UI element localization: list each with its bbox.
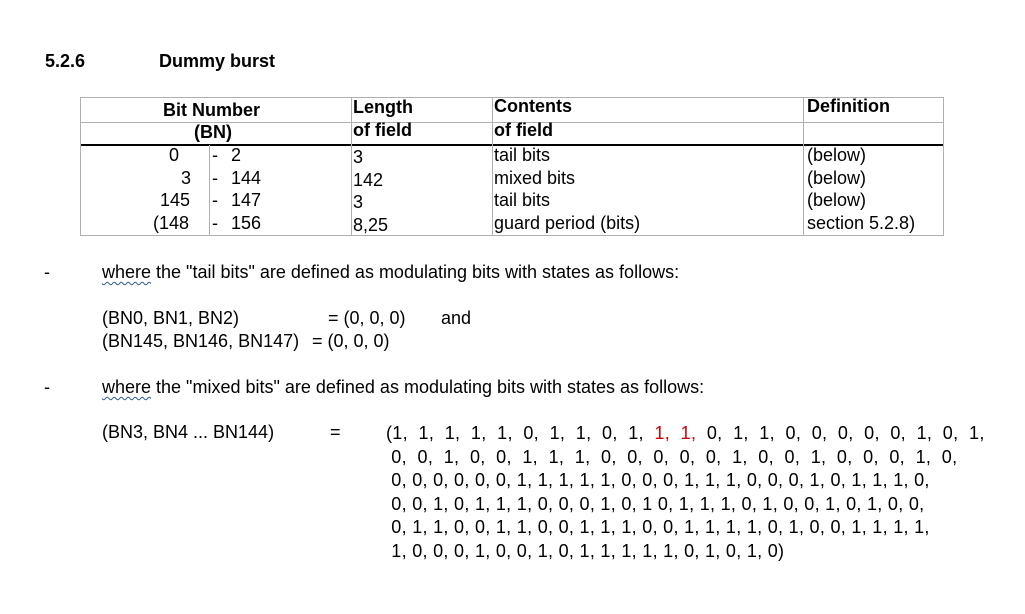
where-word: where bbox=[102, 262, 152, 282]
tail-eq1-right: = (0, 0, 0) bbox=[328, 308, 406, 328]
row-start: 0 bbox=[169, 145, 180, 165]
header-length: Length bbox=[353, 97, 413, 117]
header-bn: (BN) bbox=[194, 122, 232, 142]
row-contents: tail bits bbox=[494, 145, 551, 165]
row-start: 3 bbox=[181, 168, 192, 188]
row-definition: (below) bbox=[807, 145, 867, 165]
row-definition: (below) bbox=[807, 190, 867, 210]
row-start: 145 bbox=[160, 190, 191, 210]
section-number: 5.2.6 bbox=[45, 51, 86, 71]
row-dash: - bbox=[212, 145, 218, 165]
row-dash: - bbox=[212, 190, 218, 210]
bits-line: 0, 0, 1, 0, 1, 1, 1, 0, 0, 0, 1, 0, 1 0, 1, 1, 1, 0, 1, 0, 0, 1, 0, 1, 0, 0, bbox=[386, 493, 925, 514]
section-title: Dummy burst bbox=[159, 51, 276, 71]
row-dash: - bbox=[212, 168, 218, 188]
tail-and: and bbox=[441, 308, 472, 328]
tail-eq1-left: (BN0, BN1, BN2) bbox=[102, 308, 240, 328]
row-contents: guard period (bits) bbox=[494, 213, 641, 233]
mixed-bits-intro bbox=[102, 377, 704, 398]
mixed-bits-intro-text: the "mixed bits" are defined as modulating bits with states as follows: bbox=[151, 377, 705, 397]
tail-bits-intro bbox=[102, 262, 679, 283]
header-contents: Contents bbox=[494, 96, 572, 116]
mixed-label: (BN3, BN4 ... BN144) bbox=[102, 422, 275, 442]
header-bit-number: Bit Number bbox=[163, 100, 261, 120]
row-start: (148 bbox=[153, 213, 190, 233]
header-definition: Definition bbox=[807, 96, 890, 116]
mixed-equals: = bbox=[330, 422, 341, 442]
bits-highlight: 1, 1, bbox=[654, 423, 697, 443]
burst-table bbox=[80, 97, 944, 236]
row-length: 3 bbox=[353, 147, 364, 167]
row-length: 8,25 bbox=[353, 215, 389, 235]
table-divider bbox=[803, 98, 804, 235]
table-divider bbox=[351, 98, 352, 235]
row-end: 147 bbox=[231, 190, 262, 210]
bits-line: 0, 0, 1, 0, 0, 1, 1, 1, 0, 0, 0, 0, 0, 1, 0, 0, 1, 0, 0, 0, 1, 0, bbox=[386, 446, 958, 467]
tail-eq2-left: (BN145, BN146, BN147) bbox=[102, 331, 300, 351]
mixed-bits-sequence bbox=[386, 422, 985, 564]
row-end: 144 bbox=[231, 168, 262, 188]
row-end: 156 bbox=[231, 213, 262, 233]
table-divider bbox=[492, 98, 493, 235]
row-contents: mixed bits bbox=[494, 168, 576, 188]
row-definition: section 5.2.8) bbox=[807, 213, 916, 233]
table-divider bbox=[209, 145, 210, 235]
row-length: 142 bbox=[353, 170, 384, 190]
bits-line: 0, 1, 1, 0, 0, 1, 1, 0, 0, 1, 1, 1, 0, 0, 1, 1, 1, 1, 0, 1, 0, 0, 1, 1, 1, 1, bbox=[386, 517, 930, 538]
tail-bits-intro-text: the "tail bits" are defined as modulating bits with states as follows: bbox=[151, 262, 680, 282]
bits-segment: 0, 1, 1, 0, 0, 0, 0, 0, 1, 0, 1, bbox=[696, 423, 985, 443]
row-definition: (below) bbox=[807, 168, 867, 188]
bits-line: 1, 0, 0, 0, 1, 0, 0, 1, 0, 1, 1, 1, 1, 1, 0, 1, 0, 1, 0) bbox=[386, 540, 785, 561]
row-contents: tail bits bbox=[494, 190, 551, 210]
row-end: 2 bbox=[231, 145, 242, 165]
row-dash: - bbox=[212, 213, 218, 233]
header-contents-2: of field bbox=[494, 120, 553, 140]
bits-line bbox=[386, 422, 985, 446]
bullet: - bbox=[44, 262, 50, 282]
bits-line: 0, 0, 0, 0, 0, 0, 1, 1, 1, 1, 1, 0, 0, 0, 1, 1, 1, 0, 0, 0, 1, 0, 1, 1, 1, 0, bbox=[386, 470, 930, 491]
header-length-2: of field bbox=[353, 120, 412, 140]
bits-segment: (1, 1, 1, 1, 1, 0, 1, 1, 0, 1, bbox=[386, 423, 655, 443]
row-length: 3 bbox=[353, 192, 364, 212]
bullet: - bbox=[44, 377, 50, 397]
tail-eq2-right: = (0, 0, 0) bbox=[312, 331, 390, 351]
where-word: where bbox=[102, 377, 152, 397]
